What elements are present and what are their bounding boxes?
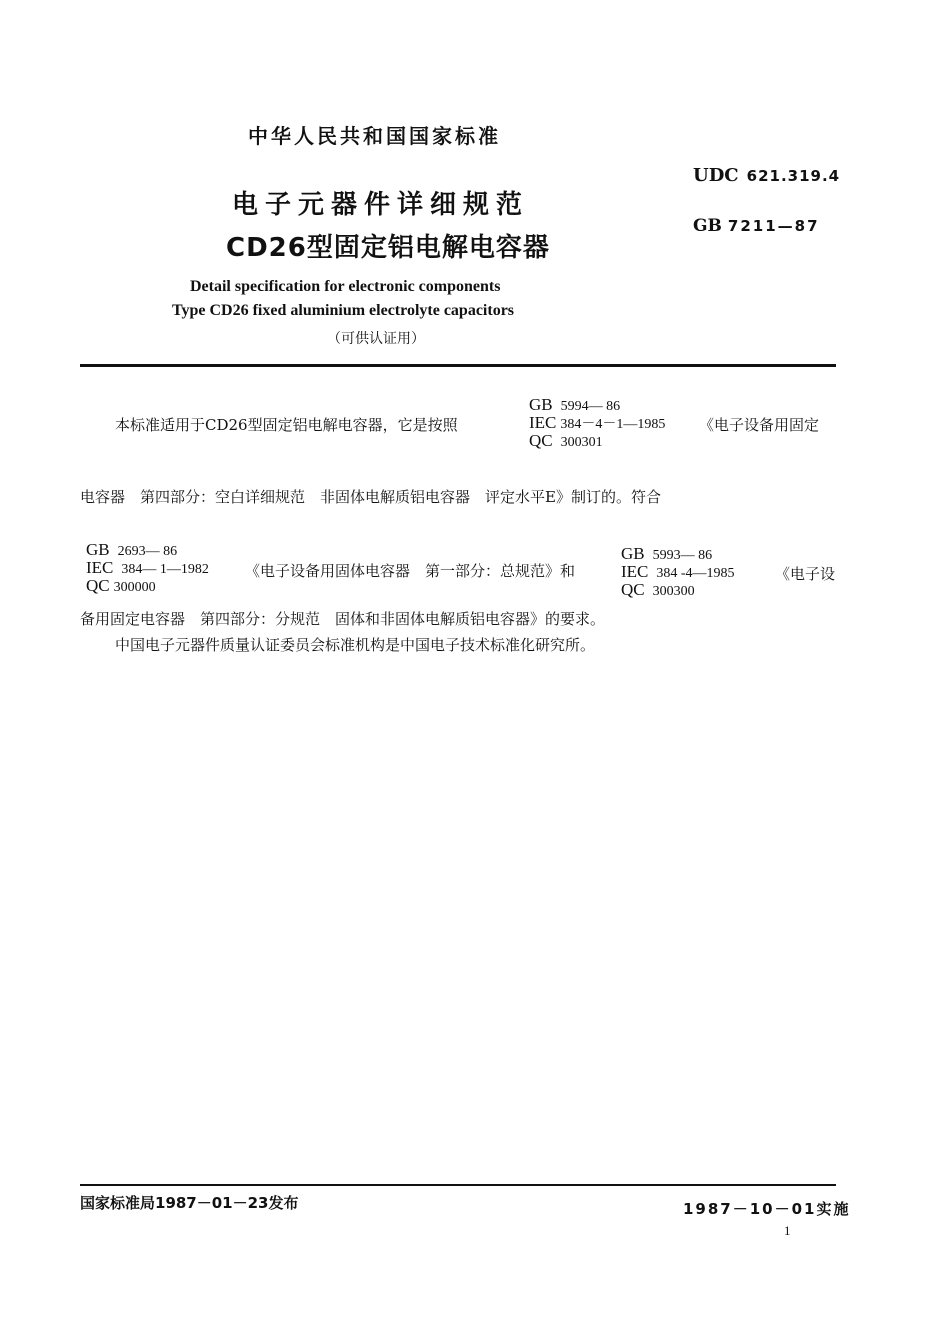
standard-number <box>693 216 820 236</box>
issuing-authority: 中华人民共和国国家标准 <box>248 124 501 148</box>
title-english-line2: Type CD26 fixed aluminium electrolyte capacitors <box>172 302 515 319</box>
effective-date: 1987－10－01实施 <box>683 1200 851 1218</box>
ref3-gb-number: 5993— 86 <box>652 548 713 563</box>
reference-stack-1 <box>529 396 665 450</box>
ref1-gb-number: 5994— 86 <box>560 399 621 414</box>
ref2-qc-number: 300000 <box>113 580 156 595</box>
ref3-iec-number: 384 -4—1985 <box>656 566 735 581</box>
udc-label: UDC <box>693 165 739 186</box>
title-chinese-line2: CD26型固定铝电解电容器 <box>226 233 550 263</box>
ref2-gb-label: GB <box>86 540 110 559</box>
footer-divider <box>80 1184 836 1186</box>
ref3-qc-label: QC <box>621 580 645 599</box>
ref1-qc-label: QC <box>529 431 553 450</box>
ref2-gb-number: 2693— 86 <box>117 544 178 559</box>
ref1-gb-label: GB <box>529 395 553 414</box>
reference-stack-2 <box>86 541 209 595</box>
ref2-title: 《电子设备用固体电容器 第一部分：总规范》和 <box>245 562 576 580</box>
ref2-iec-number: 384— 1—1982 <box>121 562 209 577</box>
ref2-qc-label: QC <box>86 576 110 595</box>
reference-stack-3 <box>621 545 735 599</box>
certification-note: （可供认证用） <box>327 331 425 347</box>
title-english-line1: Detail specification for electronic components <box>190 278 501 295</box>
para2: 中国电子元器件质量认证委员会标准机构是中国电子技术标准化研究所。 <box>115 636 596 654</box>
para1-line2: 电容器 第四部分：空白详细规范 非固体电解质铝电容器 评定水平E》制订的。符合 <box>80 488 661 506</box>
ref3-qc-number: 300300 <box>652 584 695 599</box>
ref3-gb-label: GB <box>621 544 645 563</box>
para1-line4: 备用固定电容器 第四部分：分规范 固体和非固体电解质铝电容器》的要求。 <box>80 610 606 628</box>
title-chinese-line1: 电子元器件详细规范 <box>232 190 530 220</box>
udc-number: 621.319.4 <box>746 167 841 185</box>
page-number: 1 <box>784 1223 791 1238</box>
ref3-title-start: 《电子设 <box>775 565 836 583</box>
gb-number: 7211—87 <box>727 217 820 235</box>
issue-date: 国家标准局1987－01－23发布 <box>80 1194 299 1212</box>
ref1-title-start: 《电子设备用固定 <box>699 416 820 434</box>
ref1-qc-number: 300301 <box>560 435 603 450</box>
ref2-iec-label: IEC <box>86 558 114 577</box>
ref1-iec-number: 384－4－1—1985 <box>560 417 666 432</box>
gb-label: GB <box>693 216 722 236</box>
udc-code <box>693 165 840 186</box>
ref1-iec-label: IEC <box>529 413 557 432</box>
para1-lead: 本标准适用于CD26型固定铝电解电容器，它是按照 <box>115 416 458 434</box>
header-divider <box>80 364 836 367</box>
ref3-iec-label: IEC <box>621 562 649 581</box>
